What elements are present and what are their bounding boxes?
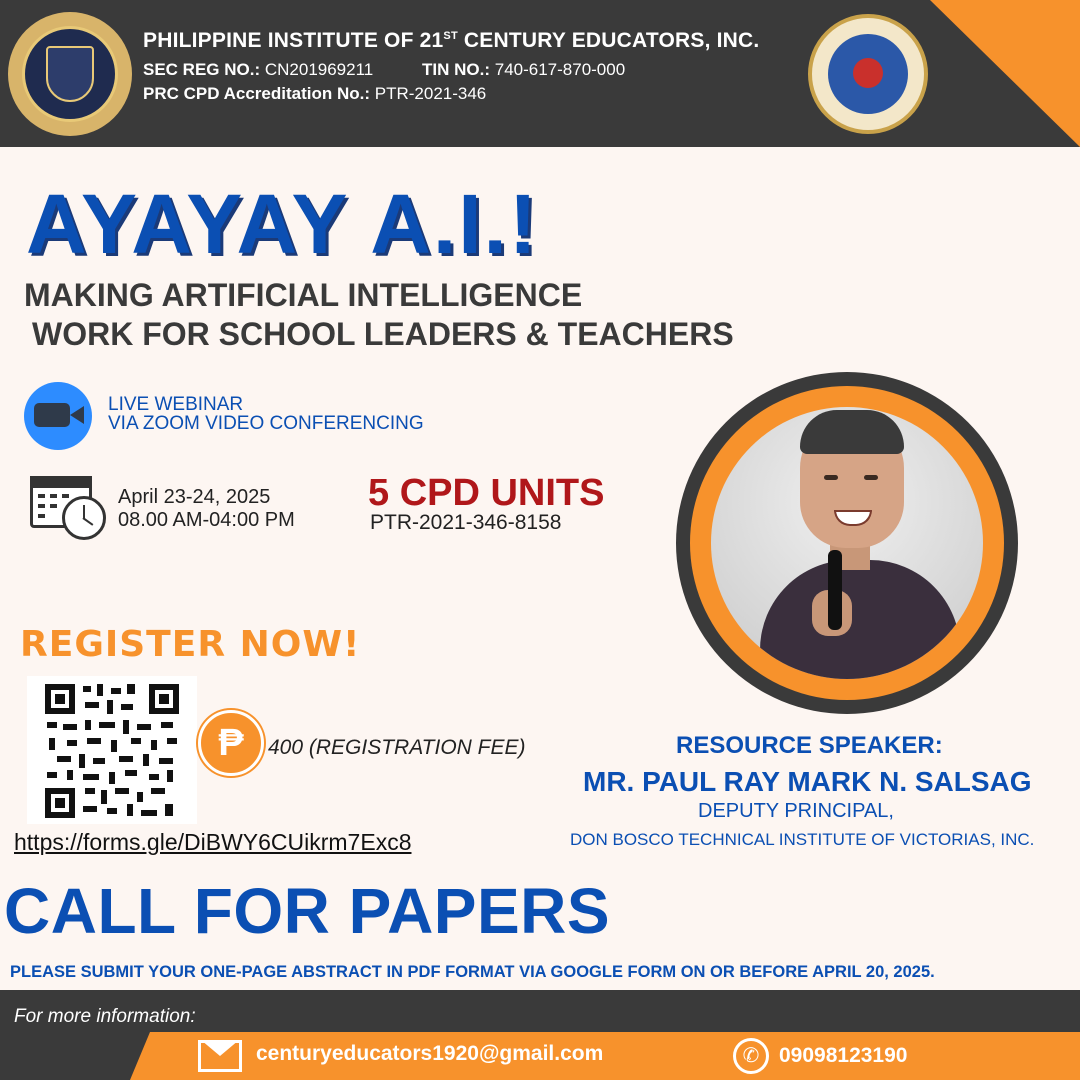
calendar-cell: [38, 494, 45, 498]
speaker-shirt: [760, 560, 960, 679]
registration-fee: 400 (REGISTRATION FEE): [268, 736, 526, 759]
contact-phone[interactable]: 09098123190: [779, 1044, 908, 1067]
phone-icon: ✆: [733, 1038, 769, 1074]
main-title: AYAYAY A.I.!: [26, 177, 539, 271]
qr-code[interactable]: [27, 676, 197, 824]
event-date: April 23-24, 2025: [118, 486, 271, 508]
cpd-units: 5 CPD UNITS: [368, 472, 605, 514]
calendar-cell: [50, 504, 57, 508]
speaker-hair: [800, 410, 904, 454]
register-now-heading: REGISTER NOW!: [20, 624, 361, 665]
sec-reg-line: SEC REG NO.: CN201969211: [143, 60, 374, 79]
prc-line: PRC CPD Accreditation No.: PTR-2021-346: [143, 84, 487, 103]
call-for-papers-heading: CALL FOR PAPERS: [4, 875, 611, 947]
webinar-line-1: LIVE WEBINAR: [108, 394, 244, 415]
header-orange-corner: [930, 0, 1080, 147]
calendar-cell: [38, 504, 45, 508]
envelope-flap-icon: [201, 1040, 239, 1058]
event-time: 08.00 AM-04:00 PM: [118, 509, 295, 531]
calendar-header-icon: [30, 476, 92, 488]
tin-line: TIN NO.: 740-617-870-000: [422, 60, 626, 79]
subtitle-line-2: WORK FOR SCHOOL LEADERS & TEACHERS: [32, 316, 734, 352]
registration-link[interactable]: https://forms.gle/DiBWY6CUikrm7Exc8: [14, 829, 412, 855]
org-name: PHILIPPINE INSTITUTE OF 21ST CENTURY EDUCATORS, INC.: [143, 29, 760, 52]
peso-icon: ₱: [198, 710, 264, 776]
footer-band-slant: [130, 1032, 150, 1080]
speaker-position: DEPUTY PRINCIPAL,: [698, 800, 894, 822]
more-info-label: For more information:: [14, 1006, 196, 1027]
speaker-organization: DON BOSCO TECHNICAL INSTITUTE OF VICTORIAS, INC.: [570, 830, 1035, 849]
video-camera-lens-icon: [70, 406, 84, 424]
speaker-photo-clip: [711, 407, 983, 679]
calendar-cell: [62, 494, 69, 498]
calendar-cell: [50, 494, 57, 498]
webinar-line-2: VIA ZOOM VIDEO CONFERENCING: [108, 413, 424, 434]
prc-seal-core: [853, 58, 883, 88]
speaker-eye: [824, 475, 838, 480]
call-for-papers-details: PLEASE SUBMIT YOUR ONE-PAGE ABSTRACT IN PDF FORMAT VIA GOOGLE FORM ON OR BEFORE APRIL 20, 2025.: [10, 963, 935, 981]
contact-email[interactable]: centuryeducators1920@gmail.com: [256, 1042, 604, 1065]
video-camera-icon: [34, 403, 70, 427]
speaker-name: MR. PAUL RAY MARK N. SALSAG: [583, 766, 1032, 797]
cpd-code: PTR-2021-346-8158: [370, 511, 562, 534]
speaker-eye: [864, 475, 878, 480]
microphone-icon: [828, 550, 842, 630]
institute-shield-icon: [46, 46, 94, 102]
speaker-label: RESOURCE SPEAKER:: [676, 732, 943, 759]
subtitle-line-1: MAKING ARTIFICIAL INTELLIGENCE: [24, 277, 583, 313]
calendar-cell: [38, 514, 45, 518]
